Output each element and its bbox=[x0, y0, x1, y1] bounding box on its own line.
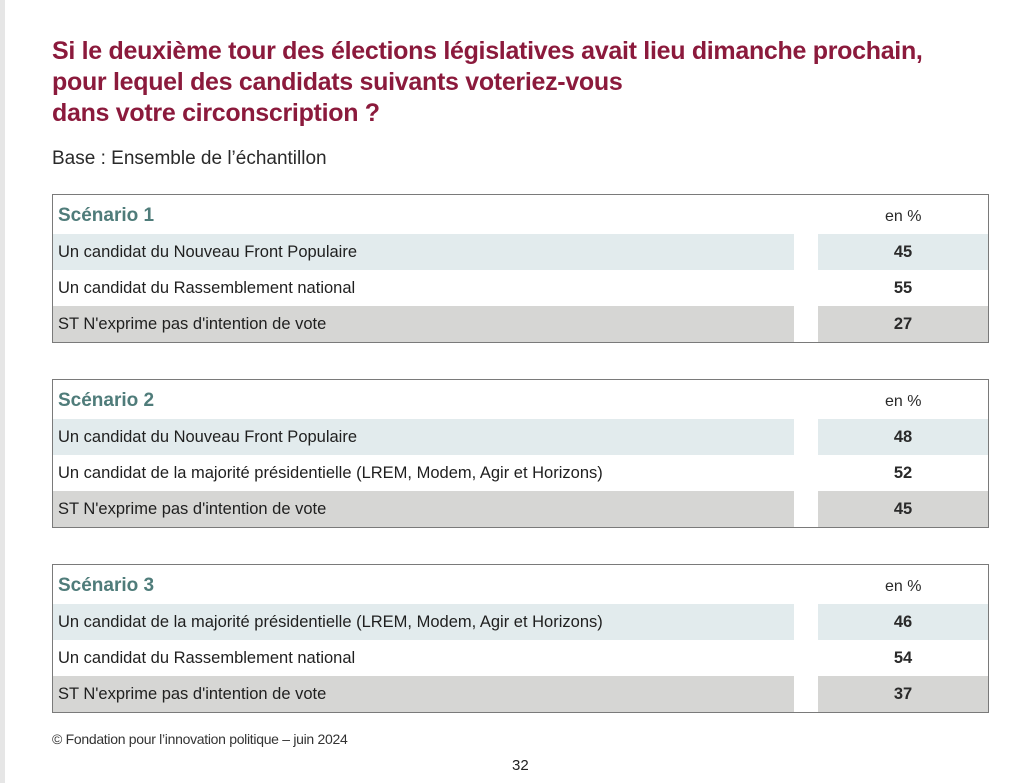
row-label: Un candidat de la majorité présidentielle (LREM, Modem, Agir et Horizons) bbox=[53, 455, 794, 491]
scenario-header bbox=[53, 565, 988, 604]
table-row bbox=[53, 640, 988, 676]
row-value: 45 bbox=[818, 234, 988, 270]
scenario-title: Scénario 2 bbox=[58, 390, 155, 411]
scenario-title: Scénario 3 bbox=[58, 575, 155, 596]
row-value: 46 bbox=[818, 604, 988, 640]
row-label: ST N'exprime pas d'intention de vote bbox=[53, 306, 794, 342]
row-value: 52 bbox=[818, 455, 988, 491]
row-label: Un candidat du Rassemblement national bbox=[53, 640, 794, 676]
unit-label: en % bbox=[885, 208, 922, 225]
table-row bbox=[53, 419, 988, 455]
table-row bbox=[53, 604, 988, 640]
row-label: Un candidat du Nouveau Front Populaire bbox=[53, 419, 794, 455]
row-label: Un candidat du Nouveau Front Populaire bbox=[53, 234, 794, 270]
scenario-table-2 bbox=[52, 379, 989, 528]
row-value: 37 bbox=[818, 676, 988, 712]
row-label: Un candidat de la majorité présidentielle (LREM, Modem, Agir et Horizons) bbox=[53, 604, 794, 640]
table-row bbox=[53, 234, 988, 270]
table-row bbox=[53, 306, 988, 342]
row-value: 54 bbox=[818, 640, 988, 676]
scenario-header bbox=[53, 380, 988, 419]
scenario-table-1 bbox=[52, 194, 989, 343]
copyright-footer: © Fondation pour l’innovation politique – juin 2024 bbox=[52, 731, 348, 747]
title-line-2: pour lequel des candidats suivants voteriez-vous bbox=[52, 68, 623, 96]
row-value: 27 bbox=[818, 306, 988, 342]
row-label: ST N'exprime pas d'intention de vote bbox=[53, 676, 794, 712]
page-title bbox=[52, 36, 1002, 129]
table-row bbox=[53, 676, 988, 712]
row-label: Un candidat du Rassemblement national bbox=[53, 270, 794, 306]
unit-label: en % bbox=[885, 393, 922, 410]
row-value: 45 bbox=[818, 491, 988, 527]
title-line-3: dans votre circonscription ? bbox=[52, 99, 380, 127]
table-row bbox=[53, 455, 988, 491]
scenario-title: Scénario 1 bbox=[58, 205, 155, 226]
table-row bbox=[53, 270, 988, 306]
row-value: 55 bbox=[818, 270, 988, 306]
row-value: 48 bbox=[818, 419, 988, 455]
scenario-header bbox=[53, 195, 988, 234]
unit-label: en % bbox=[885, 578, 922, 595]
base-note: Base : Ensemble de l’échantillon bbox=[52, 148, 327, 169]
table-row bbox=[53, 491, 988, 527]
title-line-1: Si le deuxième tour des élections législatives avait lieu dimanche prochain, bbox=[52, 37, 923, 65]
page-number: 32 bbox=[512, 757, 529, 774]
row-label: ST N'exprime pas d'intention de vote bbox=[53, 491, 794, 527]
page-edge bbox=[0, 0, 5, 783]
scenario-table-3 bbox=[52, 564, 989, 713]
